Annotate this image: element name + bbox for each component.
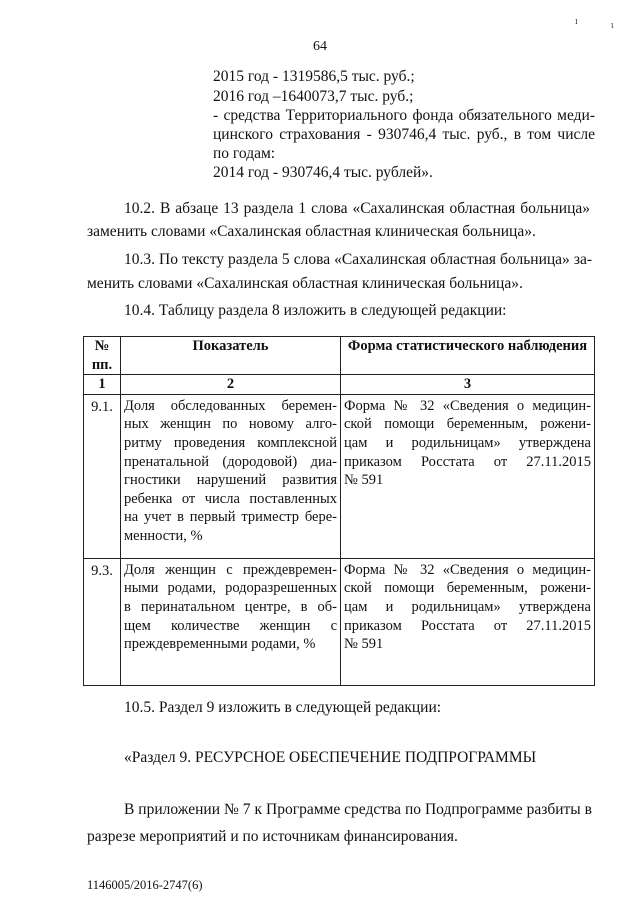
row-number: 9.1. <box>84 394 121 558</box>
paragraph-10-3-line: 10.3. По тексту раздела 5 слова «Сахалинская областная больница» за- <box>124 251 592 268</box>
form-cell: Форма № 32 «Сведения о медицин- ской помощи беременным, рожени- цам и родильницам» утверждена приказом Росстата от 27.11.2015 № 591 <box>341 394 595 558</box>
indicator-cell: Доля женщин с преждевремен- ными родами, родоразрешенных в перинатальном центре, в об- щем количестве женщин с преждевременными родами, % <box>121 558 341 685</box>
text-line: 2016 год –1640073,7 тыс. руб.; <box>213 88 414 105</box>
paragraph-10-2-line: заменить словами «Сахалинская областная клиническая больница». <box>87 223 536 240</box>
paragraph-10-3-line: менить словами «Сахалинская областная клиническая больница». <box>87 275 523 292</box>
table-header-row <box>84 337 595 375</box>
text-line: цинского страхования - 930746,4 тыс. руб., в том числе <box>213 126 595 143</box>
table-row <box>84 558 595 685</box>
indicator-cell: Доля обследованных беремен- ных женщин по новому алго- ритму проведения комплексной пренатальной (дородовой) диа- гностики нарушений развития ребенка от числа поставленных на учет в первый триместр бере- менности, % <box>121 394 341 558</box>
header-num: № пп. <box>84 337 121 375</box>
column-number: 1 <box>84 375 121 395</box>
paragraph-10-5: 10.5. Раздел 9 изложить в следующей редакции: <box>124 699 442 716</box>
table-row <box>84 394 595 558</box>
closing-paragraph-line: разрезе мероприятий и по источникам финансирования. <box>87 828 458 845</box>
header-indicator: Показатель <box>121 337 341 375</box>
row-number: 9.3. <box>84 558 121 685</box>
page-number: 64 <box>313 39 327 54</box>
column-number: 2 <box>121 375 341 395</box>
text-line: 2014 год - 930746,4 тыс. рублей». <box>213 164 433 181</box>
document-code: 1146005/2016-2747(6) <box>87 878 203 892</box>
closing-paragraph-line: В приложении № 7 к Программе средства по Подпрограмме разбиты в <box>124 801 592 818</box>
header-form: Форма статистического наблюдения <box>341 337 595 375</box>
paragraph-10-2-line: 10.2. В абзаце 13 раздела 1 слова «Сахалинская областная больница» <box>124 200 590 217</box>
text-line: по годам: <box>213 145 276 162</box>
text-line: 2015 год - 1319586,5 тыс. руб.; <box>213 68 415 85</box>
scan-mark: ı <box>575 16 578 27</box>
form-cell: Форма № 32 «Сведения о медицин- ской помощи беременным, рожени- цам и родильницам» утверждена приказом Росстата от 27.11.2015 № 591 <box>341 558 595 685</box>
paragraph-10-4: 10.4. Таблицу раздела 8 изложить в следующей редакции: <box>124 302 507 319</box>
section-title: «Раздел 9. РЕСУРСНОЕ ОБЕСПЕЧЕНИЕ ПОДПРОГРАММЫ <box>124 749 537 766</box>
text-line: - средства Территориального фонда обязательного меди- <box>213 107 595 124</box>
scan-mark: ι <box>611 20 614 31</box>
indicators-table <box>83 336 595 686</box>
table-column-number-row <box>84 375 595 395</box>
column-number: 3 <box>341 375 595 395</box>
